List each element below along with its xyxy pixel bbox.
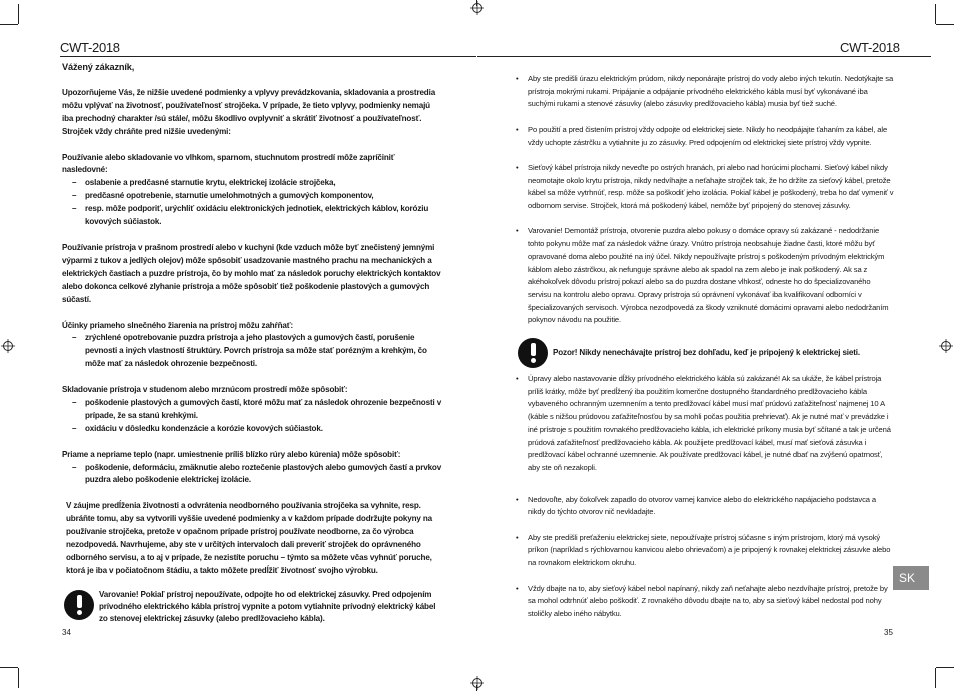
list-item: – resp. môže podporiť, urýchliť oxidáciu elektronických jednotiek, elektrických káblov, koróziu kovových súčiastok. [62,203,442,229]
sun-list [62,332,442,371]
crop-mark [936,24,954,25]
list-item: • Sieťový kábel prístroja nikdy neveďte po ostrých hranách, pri alebo nad horúcimi plochami. Sieťový kábel nikdy neomotajte okolo krytu prístroja, nikdy nedvíhajte a neťahajte strojček tak, že ho držíte za sieťový kábel, pretože kábel sa môže vytrhnúť, resp. môže sa poškodiť jeho izolácia. Pokiaľ kábel je poškodený, treba ho dať vymeniť v odbornom servise. Strojček, ktorá má poškodený kábel, nemôže byť pripojený do stenovej zásuvky. [516,162,894,213]
list-item: – zrýchlené opotrebovanie puzdra prístroja a jeho plastových a gumových častí, porušenie pevnosti a iných vlastností štruktúry. Povrch prístroja sa môže stať porézným a krehkým, čo môže mať za následok ohrozenie bezpečnosti. [62,332,442,371]
right-list-top [516,73,894,327]
header-rule [477,56,931,57]
crop-mark [935,668,936,688]
page-number: 34 [62,628,71,637]
registration-target-icon [939,339,953,353]
humidity-section [62,152,442,229]
list-item: – predčasné opotrebenie, starnutie umelohmotných a gumových komponentov, [62,190,442,203]
list-item: • Varovanie! Demontáž prístroja, otvorenie puzdra alebo pokusy o domáce opravy sú zakázané - nedodržanie tohto pokynu môže mať za následok vážne úrazy. Vnútro prístroja neobsahuje žiadne časti, ktoré môžu byť opravované doma alebo použité na iný účel. Nikdy nepoužívajte prístroj s poškodeným prívodným elektrickým káblom alebo zástrčkou, ak nefunguje správne alebo ak spadol na zem alebo je inak poškodený. Ak sa z akéhokoľvek dôvodu prístroj pokazí alebo sa do puzdra dostane vlhkosť, odneste ho do špecializovaného servisu na kontrolu alebo opravu. Opravy prístroja sú oprávnení vykonávať iba kvalifikovaní odborníci v špecializovaných servisoch. Výrobca nezodpovedá za škody vzniknuté domácimi opravami alebo nedodržaním pokynov návodu na použitie. [516,225,894,327]
list-item: • Úpravy alebo nastavovanie dĺžky prívodného elektrického kábla sú zakázané! Ak sa ukáže, že kábel prístroja príliš krátky, môže byť predĺžený iba použitím komerčne dostupného štandardného predlžovacieho kábla vybaveného ochranným uzemnením a tento predlžovací kábel musí mať prúdovú zaťažiteľnosť najmenej 10 A (káble s nižšou prúdovou zaťažiteľnosťou by sa mohli počas použitia prehrievať). Ak je nutné mať v prevádzke i iné prístroje s použitím rovnakého predlžovacieho kábla, ich elektrické príkony musia byť sčítané a tak je určená prúdová zaťažiteľnosť predlžovacieho kábla. Ak použijete predlžovací kábel, musí mať sieťová zásuvka i predlžovací kábel ochranné uzemnenie. Ak používate predlžovací kábel, je nutné dbať na zvýšenú opatrnosť, aby ste oň nezakopli. [516,373,894,475]
humidity-list [62,177,442,229]
model-name: CWT-2018 [840,40,900,55]
greeting: Vážený zákazník, [62,62,135,72]
closing-paragraph: V záujme predĺženia životnosti a odvrátenia neodborného používania strojčeka sa vyhnite, resp. ubráňte tomu, aby sa vytvorili vyššie uvedené podmienky a v každom prípade dodržujte pokyny na používanie strojčeka, pretože v opačnom prípade prístroj používate neodborne, za čo výrobca nezodpovedá. Navrhujeme, aby ste v určitých intervaloch dali preveriť strojček do oprávneného odborného servisu, a to aj v prípade, že nezistíte poruchu – týmto sa môžete včas vyhnúť poruche, ktorá je iba v počiatočnom štádiu, a takto môžete predĺžiť životnosť svojho výrobku. [66,501,432,575]
list-item: • Nedovoľte, aby čokoľvek zapadlo do otvorov varnej kanvice alebo do elektrického napájacieho podstavca a nikdy do týchto otvorov nič nevkladajte. [516,494,894,519]
list-item: • Po použití a pred čistením prístroj vždy odpojte od elektrickej siete. Nikdy ho neodpájajte ťahaním za kábel, ale vždy uchopte zástrčku a vytiahnite ju zo zásuvky. Pred odpojením od elektrickej siete prístroj vždy vypnite. [516,124,894,149]
warning-text: Varovanie! Pokiaľ prístroj nepoužívate, odpojte ho od elektrickej zásuvky. Pred odpojením prívodného elektrického kábla prístroj vypnite a potom vytiahnite prívodný elektrický kábel zo stenovej elektrickej zásuvky (alebo predlžovacieho kábla). [99,590,436,624]
list-item: • Vždy dbajte na to, aby sieťový kábel nebol napínaný, nikdy zaň neťahajte alebo nezdvíhajte prístroj, pretože by sa mohol odtrhnúť alebo poškodiť. Z rovnakého dôvodu dbajte na to, aby sa sieťový kábel nedostal pod nohy stoličky alebo iného nábytku. [516,583,894,621]
intro-paragraph: Upozorňujeme Vás, že nižšie uvedené podmienky a vplyvy prevádzkovania, skladovania a prostredia môžu vplývať na životnosť, používateľnosť strojčeka. V prípade, že tieto vplyvy, podmienky nemajú iba prechodný charakter /sú stále/, môžu škodlivo ovplyvniť a skrátiť životnosť a používateľnosť. Strojček vždy chráňte pred nižšie uvedenými: [62,87,436,136]
list-item: – oxidáciu v dôsledku kondenzácie a korózie kovových súčiastok. [62,423,442,436]
list-item: – poškodenie, deformáciu, zmäknutie alebo roztečenie plastových alebo gumových častí a prvkov puzdra alebo poškodenie elektrickej izolácie. [62,462,442,488]
warning-text: Pozor! Nikdy nenechávajte prístroj bez dohľadu, keď je pripojený k elektrickej sieti. [553,347,860,357]
cold-intro: Skladovanie prístroja v studenom alebo mrznúcom prostredí môže spôsobiť: [62,385,348,395]
header-rule [60,56,476,57]
heat-list [62,462,442,488]
list-item: • Aby ste predišli úrazu elektrickým prúdom, nikdy neponárajte prístroj do vody alebo iných tekutín. Nedotýkajte sa prístroja mokrými rukami. Pripájanie a odpájanie prívodného elektrického kábla musí byť vykonávané iba suchými rukami a stenové zásuvky (alebo zásuvky predlžovacieho kábla) musia byť tiež suché. [516,73,894,111]
sun-intro: Účinky priameho slnečného žiarenia na prístroj môžu zahŕňať: [62,320,294,330]
exclamation-icon [518,338,548,368]
cold-section [62,384,442,436]
warning-block [64,590,442,626]
crop-mark [936,667,954,668]
sun-section [62,320,442,372]
list-item: – poškodenie plastových a gumových častí, ktoré môžu mať za následok ohrozenie bezpečnosti v prípade, že sa stanú krehkými. [62,397,442,423]
dust-paragraph: Používanie prístroja v prašnom prostredí alebo v kuchyni (kde vzduch môže byť znečistený jemnými výparmi z tukov a jedlých olejov) môže spôsobiť usadzovanie mastného prachu na mechanických a elektrických častiach a puzdre prístroja, čo by mohlo mať za následok poruchy elektrických kontaktov alebo dokonca celkové zlyhanie prístroja a môže spôsobiť tiež poškodenie plastových a gumových súčastí. [62,242,441,304]
right-list-bottom [516,373,894,621]
exclamation-icon [64,590,94,620]
page-number: 35 [884,628,893,637]
heat-intro: Priame a nepriame teplo (napr. umiestnenie príliš blízko rúry alebo kúrenia) môže spôsobiť: [62,449,401,459]
humidity-intro: Používanie alebo skladovanie vo vlhkom, sparnom, stuchnutom prostredí môže zapríčiniť nasledovné: [62,152,395,175]
heat-section [62,449,442,488]
warning-block [518,338,898,368]
left-body [62,61,442,591]
list-item: • Aby ste predišli preťaženiu elektrickej siete, nepoužívajte prístroj súčasne s iným prístrojom, ktorý má vysoký príkon (napríklad s rýchlovarnou kanvicou alebo ohrievačom) a je pripojený k rovnakej elektrickej zásuvke alebo na rovnakom elektrickom okruhu. [516,532,894,570]
model-name: CWT-2018 [60,40,120,55]
language-tab: SK [893,566,929,590]
crop-mark [935,4,936,24]
list-item: – oslabenie a predčasné starnutie krytu, elektrickej izolácie strojčeka, [62,177,442,190]
cold-list [62,397,442,436]
